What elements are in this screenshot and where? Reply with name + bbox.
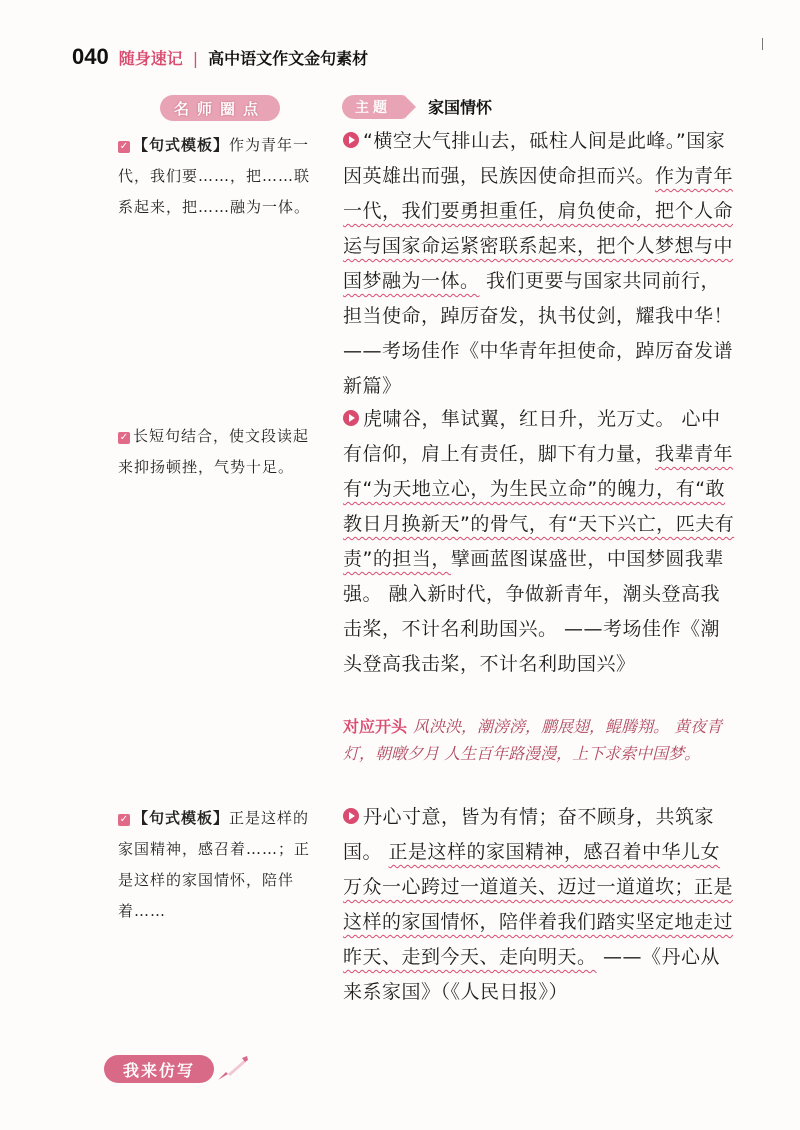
underlined-sentence: 作为青年一代，我们要勇担重任，肩负使命，把个人命运与国家命运紧密联系起来，把个人梦想与中国梦融为一体。 [343, 165, 734, 292]
checkbox-icon: ✓ [119, 432, 129, 443]
echo-note [343, 713, 738, 767]
practice-label: 我来仿写 [104, 1055, 214, 1083]
play-bullet-icon [343, 808, 359, 824]
teacher-notes-label: 名师圈点 [160, 95, 280, 121]
checkbox-icon: ✓ [119, 814, 129, 825]
header-separator: | [192, 49, 199, 68]
note-3 [118, 803, 313, 927]
underlined-sentence: 我辈青年有“为天地立心，为生民立命”的魄力，有“敢教日月换新天”的骨气，有“天下兴亡，匹夫有责”的担当， [343, 443, 735, 570]
topic-tag: 主题 [342, 95, 404, 119]
template-label: 【句式模板】 [133, 809, 230, 827]
passage-3 [343, 800, 738, 1010]
book-title: 高中语文作文金句素材 [208, 49, 369, 68]
echo-label: 对应开头 [343, 717, 408, 736]
note-text: 长短句结合，使文段读起来抑扬顿挫，气势十足。 [118, 427, 310, 476]
passage-text: 丹心寸意，皆为有情；奋不顾身，共筑家国。 [343, 806, 715, 863]
page-header [72, 44, 368, 78]
passage-2 [343, 402, 738, 682]
play-bullet-icon [343, 410, 359, 426]
passage-1 [343, 124, 738, 404]
passage-text: 擘画蓝图谋盛世，中国梦圆我辈强。 融入新时代，争做新青年，潮头登高我击桨，不计名利助国兴。 ——考场佳作《潮头登高我击桨，不计名利助国兴》 [343, 548, 724, 675]
page-number: 040 [72, 44, 109, 69]
page-edge-mark [762, 38, 763, 50]
series-label: 随身速记 [118, 49, 183, 68]
template-label: 【句式模板】 [133, 136, 230, 154]
note-1 [118, 130, 313, 223]
topic-title: 家国情怀 [428, 98, 493, 117]
passage-text: “横空大气排山去，砥柱人间是此峰。”国家因英雄出而强，民族因使命担而兴。 [343, 130, 726, 187]
echo-text: 风泱泱，潮滂滂，鹏展翅，鲲腾翔。 黄夜青灯，朝暾夕月 人生百年路漫漫，上下求索中国梦。 [343, 717, 723, 763]
underlined-sentence: 正是这样的家国精神，感召着中华儿女万众一心跨过一道道关、迈过一道道坎；正是这样的家国情怀，陪伴着我们踏实坚定地走过昨天、走到今天、走向明天。 [343, 841, 734, 968]
pen-icon [214, 1054, 250, 1084]
passage-text: 我们更要与国家共同前行，担当使命，踔厉奋发，执书仗剑，耀我中华！ ——考场佳作《中华青年担使命，踔厉奋发谱新篇》 [343, 270, 734, 397]
note-2 [118, 421, 313, 483]
passage-text: 虎啸谷，隼试翼，红日升，光万丈。 心中有信仰，肩上有责任，脚下有力量， [343, 408, 721, 465]
note-text: 作为青年一代，我们要……，把……联系起来，把……融为一体。 [118, 136, 311, 216]
passage-text: ——《丹心从来系家国》（《人民日报》） [343, 946, 721, 1003]
checkbox-icon: ✓ [119, 141, 129, 152]
note-text: 正是这样的家国精神，感召着……；正是这样的家国情怀，陪伴着…… [118, 809, 311, 920]
play-bullet-icon [343, 132, 359, 148]
